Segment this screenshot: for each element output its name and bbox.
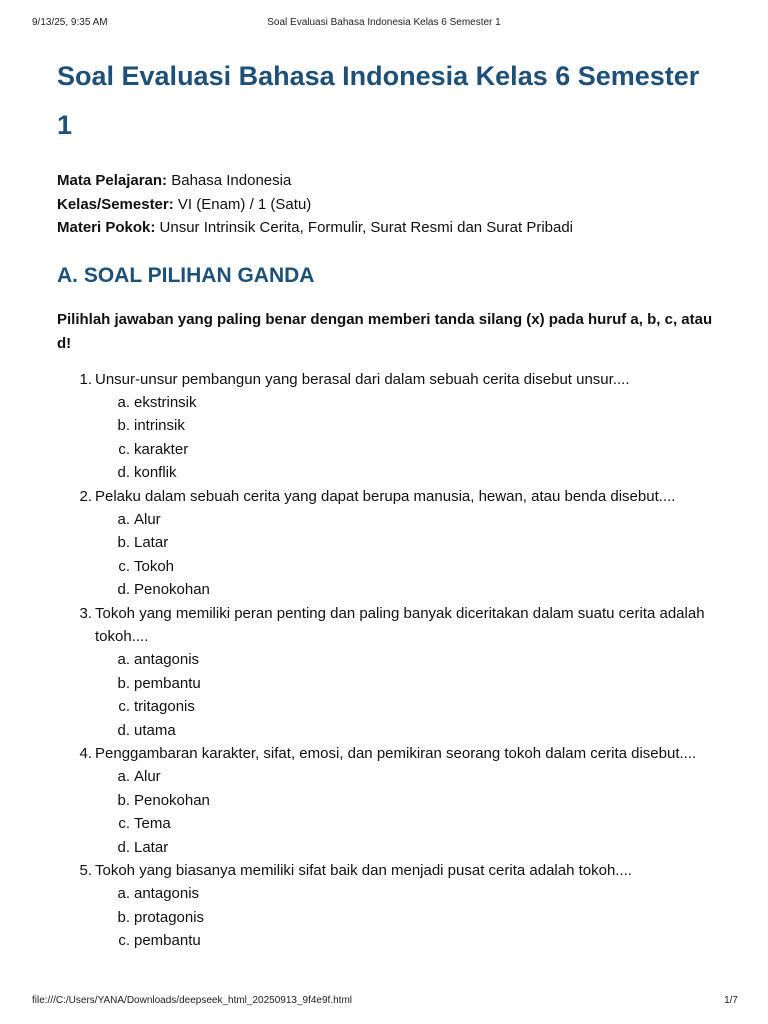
print-header	[32, 17, 736, 31]
print-page-number: 1/7	[724, 995, 738, 1006]
option-letter: d.	[117, 464, 130, 482]
print-doc-title: Soal Evaluasi Bahasa Indonesia Kelas 6 Semester 1	[267, 17, 501, 28]
question-number: 2.	[79, 487, 92, 505]
meta-label: Mata Pelajaran:	[57, 172, 168, 189]
option-text: Latar	[134, 534, 169, 552]
option-letter: c.	[118, 557, 130, 575]
option-item	[95, 836, 717, 859]
option-text: Penokohan	[134, 581, 210, 599]
question-item	[57, 602, 717, 742]
option-text: protagonis	[134, 908, 205, 926]
option-letter: b.	[117, 417, 130, 435]
option-text: intrinsik	[134, 417, 185, 435]
option-text: Alur	[134, 510, 161, 528]
option-letter: d.	[117, 721, 130, 739]
print-footer	[32, 995, 738, 1009]
option-text: Tema	[134, 815, 171, 833]
question-item	[57, 742, 717, 859]
option-text: pembantu	[134, 674, 201, 692]
print-datetime: 9/13/25, 9:35 AM	[32, 17, 108, 28]
option-item	[95, 672, 717, 695]
option-letter: b.	[117, 674, 130, 692]
option-item	[95, 695, 717, 718]
option-text: Alur	[134, 768, 161, 786]
question-text: Pelaku dalam sebuah cerita yang dapat berupa manusia, hewan, atau benda disebut....	[95, 487, 676, 505]
option-letter: d.	[117, 838, 130, 856]
option-list	[95, 391, 717, 485]
question-number: 1.	[79, 370, 92, 388]
section-instruction: Pilihlah jawaban yang paling benar dengan memberi tanda silang (x) pada huruf a, b, c, atau d!	[57, 310, 713, 352]
option-letter: c.	[118, 440, 130, 458]
option-letter: b.	[117, 534, 130, 552]
meta-info	[57, 169, 717, 240]
option-item	[95, 648, 717, 671]
option-item	[95, 929, 717, 952]
option-text: pembantu	[134, 932, 201, 950]
option-list	[95, 508, 717, 602]
option-text: Tokoh	[134, 557, 175, 575]
option-list	[95, 882, 717, 952]
option-text: utama	[134, 721, 176, 739]
option-letter: a.	[117, 651, 130, 669]
question-item	[57, 859, 717, 953]
option-item	[95, 555, 717, 578]
option-item	[95, 461, 717, 484]
option-letter: a.	[117, 510, 130, 528]
question-number: 4.	[79, 745, 92, 762]
question-text: Tokoh yang biasanya memiliki sifat baik dan menjadi pusat cerita adalah tokoh....	[95, 862, 632, 880]
page-content	[57, 52, 717, 953]
meta-value: Unsur Intrinsik Cerita, Formulir, Surat Resmi dan Surat Pribadi	[159, 219, 574, 236]
option-item	[95, 719, 717, 742]
option-item	[95, 882, 717, 905]
question-text: Penggambaran karakter, sifat, emosi, dan pemikiran seorang tokoh dalam cerita disebut....	[95, 745, 697, 762]
option-text: Latar	[134, 838, 169, 856]
question-text: Unsur-unsur pembangun yang berasal dari dalam sebuah cerita disebut unsur....	[95, 370, 630, 388]
option-letter: c.	[118, 698, 130, 716]
option-item	[95, 414, 717, 437]
meta-value: VI (Enam) / 1 (Satu)	[177, 195, 312, 213]
question-text: Tokoh yang memiliki peran penting dan paling banyak diceritakan dalam suatu cerita adalah tokoh....	[95, 604, 705, 645]
option-item	[95, 812, 717, 835]
option-text: antagonis	[134, 651, 200, 669]
option-item	[95, 391, 717, 414]
question-number: 3.	[79, 604, 92, 622]
option-text: antagonis	[134, 885, 200, 903]
option-item	[95, 578, 717, 601]
option-letter: b.	[117, 908, 130, 926]
meta-row-subject	[57, 169, 717, 193]
question-item	[57, 485, 717, 602]
print-file-url: file:///C:/Users/YANA/Downloads/deepseek_html_20250913_9f4e9f.html	[32, 995, 352, 1006]
option-text: ekstrinsik	[134, 393, 197, 411]
option-text: tritagonis	[134, 698, 195, 716]
page-title: Soal Evaluasi Bahasa Indonesia Kelas 6 Semester 1	[57, 61, 700, 140]
option-item	[95, 789, 717, 812]
question-number: 5.	[79, 862, 92, 880]
option-letter: c.	[118, 932, 130, 950]
question-item	[57, 368, 717, 485]
option-letter: d.	[117, 581, 130, 599]
option-list	[95, 765, 717, 859]
option-item	[95, 531, 717, 554]
option-item	[95, 438, 717, 461]
section-title: A. SOAL PILIHAN GANDA	[57, 263, 315, 287]
option-item	[95, 765, 717, 788]
option-item	[95, 906, 717, 929]
option-letter: a.	[117, 768, 130, 786]
option-text: konflik	[134, 464, 177, 482]
option-text: karakter	[134, 440, 189, 458]
option-list	[95, 648, 717, 742]
meta-row-topic	[57, 216, 717, 240]
question-list	[57, 368, 717, 953]
option-letter: a.	[117, 885, 130, 903]
meta-row-class	[57, 193, 717, 217]
option-item	[95, 508, 717, 531]
meta-value: Bahasa Indonesia	[171, 172, 292, 189]
option-text: Penokohan	[134, 791, 210, 809]
option-letter: b.	[117, 791, 130, 809]
meta-label: Kelas/Semester:	[57, 195, 174, 213]
meta-label: Materi Pokok:	[57, 219, 156, 236]
option-letter: a.	[117, 393, 130, 411]
option-letter: c.	[118, 815, 130, 833]
